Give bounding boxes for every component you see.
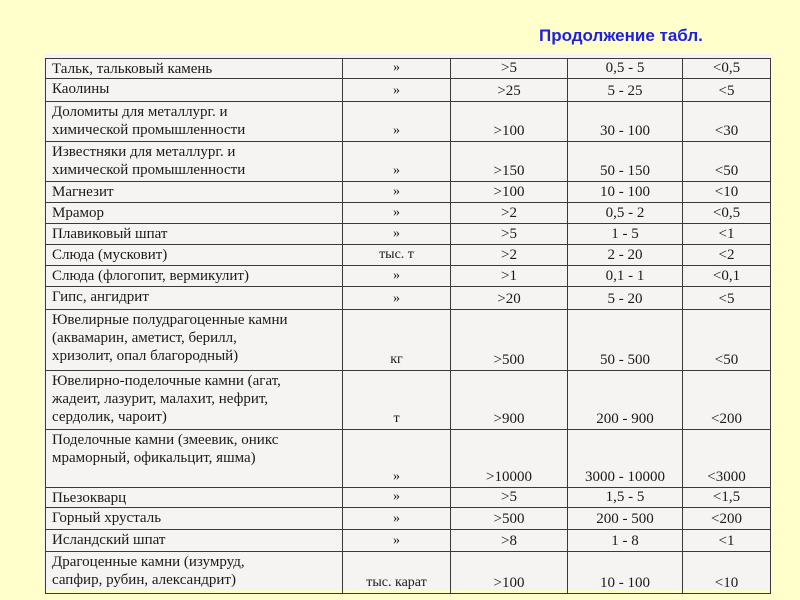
medium-deposit-cell: 50 - 500 <box>568 310 683 371</box>
large-deposit-cell: >10000 <box>451 430 568 488</box>
medium-deposit-cell: 1 - 5 <box>568 224 683 245</box>
large-deposit-cell: >2 <box>451 245 568 266</box>
large-deposit-cell: >8 <box>451 530 568 552</box>
small-deposit-cell: <2 <box>683 245 771 266</box>
small-deposit-cell: <0,5 <box>683 59 771 79</box>
medium-deposit-cell: 2 - 20 <box>568 245 683 266</box>
medium-deposit-cell: 10 - 100 <box>568 552 683 594</box>
mineral-name-cell <box>46 287 343 310</box>
table-row <box>46 508 771 530</box>
table-row <box>46 142 771 182</box>
table-row <box>46 488 771 508</box>
mineral-name-cell <box>46 224 343 245</box>
medium-deposit-cell: 0,5 - 5 <box>568 59 683 79</box>
medium-deposit-cell: 10 - 100 <box>568 182 683 203</box>
mineral-name: Слюда (флогопит, вермикулит) <box>52 268 249 284</box>
table-row <box>46 79 771 102</box>
table-continuation-caption: Продолжение табл. <box>539 26 703 45</box>
table-row <box>46 430 771 488</box>
small-deposit-cell: <3000 <box>683 430 771 488</box>
small-deposit-cell: <50 <box>683 310 771 371</box>
mineral-name-cell <box>46 59 343 79</box>
mineral-name-cell <box>46 552 343 594</box>
reserves-table <box>45 58 771 594</box>
table-row <box>46 310 771 371</box>
medium-deposit-cell: 30 - 100 <box>568 102 683 142</box>
mineral-name: Каолины <box>52 81 110 97</box>
small-deposit-cell: <200 <box>683 371 771 430</box>
large-deposit-cell: >20 <box>451 287 568 310</box>
unit-cell: » <box>343 530 451 552</box>
table-row <box>46 266 771 287</box>
mineral-name-cell <box>46 310 343 371</box>
small-deposit-cell: <1 <box>683 224 771 245</box>
mineral-name-cell <box>46 266 343 287</box>
mineral-name: Исландский шпат <box>52 532 166 548</box>
table-row <box>46 59 771 79</box>
unit-cell: » <box>343 287 451 310</box>
small-deposit-cell: <30 <box>683 102 771 142</box>
mineral-name-cell <box>46 530 343 552</box>
mineral-name-cell <box>46 102 343 142</box>
small-deposit-cell: <5 <box>683 79 771 102</box>
large-deposit-cell: >100 <box>451 102 568 142</box>
unit-cell: » <box>343 488 451 508</box>
large-deposit-cell: >2 <box>451 203 568 224</box>
small-deposit-cell: <10 <box>683 182 771 203</box>
table-row <box>46 102 771 142</box>
mineral-name-cell <box>46 203 343 224</box>
medium-deposit-cell: 200 - 500 <box>568 508 683 530</box>
unit-cell: » <box>343 266 451 287</box>
mineral-name: Мрамор <box>52 205 104 221</box>
large-deposit-cell: >500 <box>451 310 568 371</box>
mineral-name: Ювелирно-поделочные камни (агат, жадеит, лазурит, малахит, нефрит, сердолик, чароит) <box>52 373 281 425</box>
unit-cell: » <box>343 430 451 488</box>
medium-deposit-cell: 50 - 150 <box>568 142 683 182</box>
unit-cell: » <box>343 203 451 224</box>
mineral-name: Доломиты для металлург. и химической промышленности <box>52 104 246 138</box>
small-deposit-cell: <200 <box>683 508 771 530</box>
small-deposit-cell: <0,5 <box>683 203 771 224</box>
mineral-name-cell <box>46 245 343 266</box>
mineral-name: Гипс, ангидрит <box>52 289 149 305</box>
mineral-name: Слюда (мусковит) <box>52 247 168 263</box>
large-deposit-cell: >100 <box>451 182 568 203</box>
mineral-name-cell <box>46 371 343 430</box>
unit-cell: кг <box>343 310 451 371</box>
medium-deposit-cell: 3000 - 10000 <box>568 430 683 488</box>
mineral-name-cell <box>46 508 343 530</box>
mineral-name-cell <box>46 79 343 102</box>
medium-deposit-cell: 1,5 - 5 <box>568 488 683 508</box>
unit-cell: » <box>343 79 451 102</box>
table-row <box>46 182 771 203</box>
large-deposit-cell: >5 <box>451 59 568 79</box>
medium-deposit-cell: 200 - 900 <box>568 371 683 430</box>
mineral-name: Магнезит <box>52 184 114 200</box>
large-deposit-cell: >500 <box>451 508 568 530</box>
mineral-name-cell <box>46 430 343 488</box>
large-deposit-cell: >100 <box>451 552 568 594</box>
large-deposit-cell: >1 <box>451 266 568 287</box>
small-deposit-cell: <10 <box>683 552 771 594</box>
large-deposit-cell: >150 <box>451 142 568 182</box>
medium-deposit-cell: 5 - 20 <box>568 287 683 310</box>
mineral-name: Известняки для металлург. и химической промышленности <box>52 144 246 178</box>
table-row <box>46 552 771 594</box>
mineral-name: Горный хрусталь <box>52 510 162 526</box>
unit-cell: » <box>343 224 451 245</box>
large-deposit-cell: >25 <box>451 79 568 102</box>
mineral-name: Тальк, тальковый камень <box>52 61 213 77</box>
unit-cell: » <box>343 142 451 182</box>
medium-deposit-cell: 5 - 25 <box>568 79 683 102</box>
small-deposit-cell: <5 <box>683 287 771 310</box>
table-row <box>46 245 771 266</box>
table-row <box>46 203 771 224</box>
unit-cell: » <box>343 102 451 142</box>
mineral-name-cell <box>46 182 343 203</box>
large-deposit-cell: >5 <box>451 488 568 508</box>
mineral-name: Пьезокварц <box>52 490 127 506</box>
unit-cell: т <box>343 371 451 430</box>
small-deposit-cell: <1 <box>683 530 771 552</box>
unit-cell: » <box>343 508 451 530</box>
table-row <box>46 287 771 310</box>
small-deposit-cell: <0,1 <box>683 266 771 287</box>
unit-cell: » <box>343 182 451 203</box>
mineral-name: Плавиковый шпат <box>52 226 168 242</box>
small-deposit-cell: <1,5 <box>683 488 771 508</box>
small-deposit-cell: <50 <box>683 142 771 182</box>
unit-cell: » <box>343 59 451 79</box>
unit-cell: тыс. карат <box>343 552 451 594</box>
mineral-name: Ювелирные полудрагоценные камни (аквамарин, аметист, берилл, хризолит, опал благородный) <box>52 312 288 364</box>
large-deposit-cell: >900 <box>451 371 568 430</box>
table-row <box>46 371 771 430</box>
medium-deposit-cell: 0,1 - 1 <box>568 266 683 287</box>
table-row <box>46 530 771 552</box>
large-deposit-cell: >5 <box>451 224 568 245</box>
table-row <box>46 224 771 245</box>
mineral-name-cell <box>46 488 343 508</box>
mineral-name: Поделочные камни (змеевик, оникс мраморный, офикальцит, яшма) <box>52 432 279 466</box>
medium-deposit-cell: 1 - 8 <box>568 530 683 552</box>
mineral-name: Драгоценные камни (изумруд, сапфир, рубин, александрит) <box>52 554 245 588</box>
unit-cell: тыс. т <box>343 245 451 266</box>
mineral-name-cell <box>46 142 343 182</box>
medium-deposit-cell: 0,5 - 2 <box>568 203 683 224</box>
